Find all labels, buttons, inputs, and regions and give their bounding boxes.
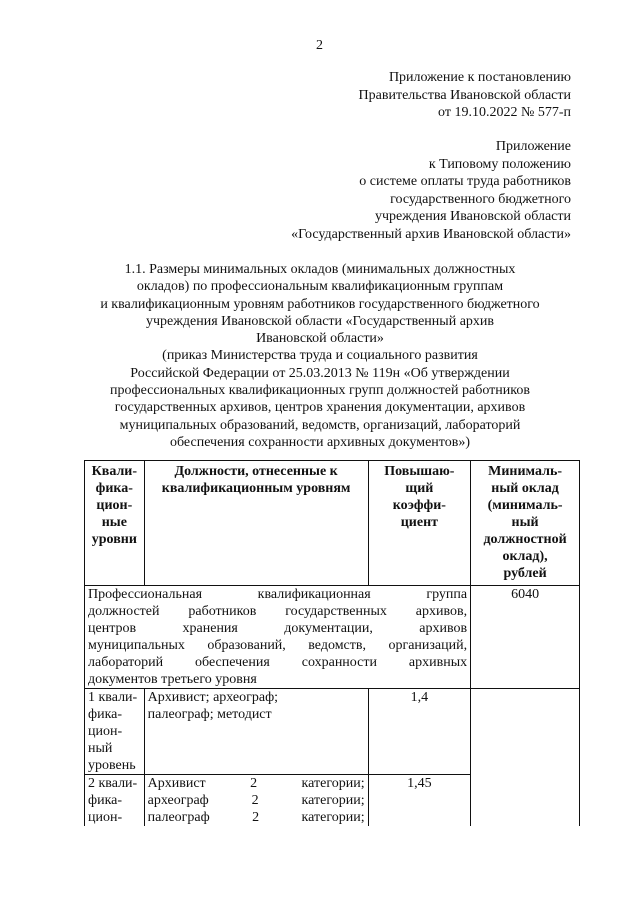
page-number: 2 bbox=[316, 38, 323, 53]
row-level: 2 квали- фика- цион- bbox=[85, 775, 145, 827]
group-salary: 6040 bbox=[471, 586, 580, 689]
header-min-salary: Минималь- ный оклад (минималь- ный должностной оклад), рублей bbox=[471, 461, 580, 586]
section-title-line: муниципальных образований, ведомств, организаций, лабораторий bbox=[119, 417, 521, 433]
group-description: Профессиональная квалификационная группа должностей работников государственных архивов, центров хранения документации, архивов муниципальных образований, ведомств, организаций, лабораторий обеспечения сохранности архивных документов третьего уровня bbox=[85, 586, 471, 689]
appendix-sub-line: Приложение bbox=[495, 139, 571, 154]
row-positions: Архивист; археограф; палеограф; методист bbox=[144, 689, 368, 775]
group-row bbox=[85, 586, 580, 689]
appendix-sub-line: «Государственный архив Ивановской области» bbox=[291, 226, 571, 242]
section-title-line: (приказ Министерства труда и социального развития bbox=[162, 348, 478, 364]
row-salary-empty bbox=[471, 689, 580, 827]
section-title bbox=[60, 261, 580, 451]
table-row bbox=[85, 689, 580, 775]
section-title-line: учреждения Ивановской области «Государственный архив bbox=[145, 313, 495, 329]
section-title-line: профессиональных квалификационных групп должностей работников bbox=[110, 383, 530, 399]
table-header-row bbox=[85, 461, 580, 586]
appendix-sub-block bbox=[291, 138, 571, 243]
appendix-sub-line: учреждения Ивановской области bbox=[374, 209, 571, 224]
section-title-line: государственных архивов, центров хранения документации, архивов bbox=[114, 400, 526, 416]
header-levels: Квали- фика- цион- ные уровни bbox=[85, 461, 145, 586]
appendix-main-line: Правительства Ивановской области bbox=[358, 87, 571, 103]
row-coefficient: 1,45 bbox=[368, 775, 471, 827]
row-positions: Архивист 2 категории; археограф 2 категории; палеограф 2 категории; bbox=[144, 775, 368, 827]
appendix-sub-line: государственного бюджетного bbox=[390, 191, 571, 207]
section-title-line: Российской Федерации от 25.03.2013 № 119н «Об утверждении bbox=[130, 365, 510, 381]
row-coefficient: 1,4 bbox=[368, 689, 471, 775]
section-title-line: обеспечения сохранности архивных документов») bbox=[169, 434, 470, 450]
header-positions: Должности, отнесенные к квалификационным уровням bbox=[144, 461, 368, 586]
section-title-line: и квалификационным уровням работников государственного бюджетного bbox=[100, 296, 540, 312]
salary-table bbox=[84, 460, 580, 826]
section-title-line: окладов) по профессиональным квалификационным группам bbox=[136, 279, 504, 295]
appendix-sub-line: к Типовому положению bbox=[428, 156, 571, 172]
appendix-main-line: от 19.10.2022 № 577-п bbox=[438, 105, 571, 120]
section-title-line: 1.1. Размеры минимальных окладов (минимальных должностных bbox=[124, 262, 516, 277]
appendix-main-line: Приложение к постановлению bbox=[388, 70, 571, 85]
section-title-line: Ивановской области» bbox=[256, 331, 384, 347]
appendix-main-block bbox=[359, 69, 571, 122]
row-level: 1 квали- фика- цион- ный уровень bbox=[85, 689, 145, 775]
appendix-sub-line: о системе оплаты труда работников bbox=[359, 174, 571, 189]
header-coefficient: Повышаю- щий коэффи- циент bbox=[368, 461, 471, 586]
